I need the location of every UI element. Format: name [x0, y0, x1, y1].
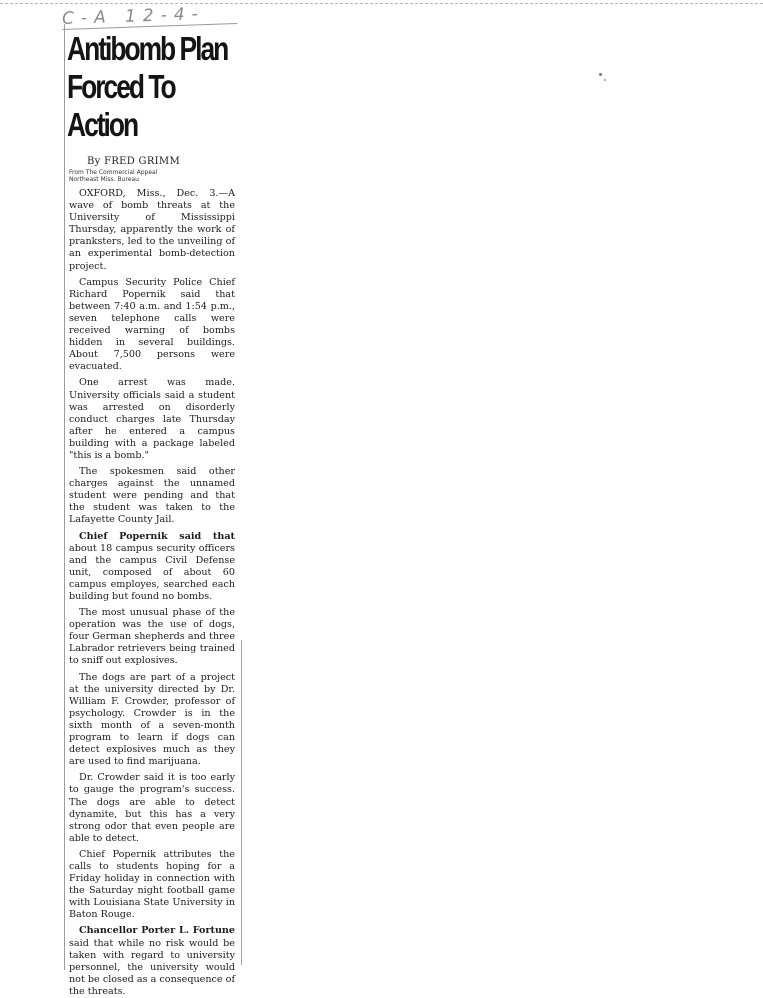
bureau-line-2: Northeast Miss. Bureau: [69, 176, 139, 183]
handwritten-annotation: C-A 12-4-: [62, 3, 238, 30]
scan-speck: [599, 73, 602, 76]
scan-speck: [604, 79, 606, 81]
paragraph-lead-in: Chancellor Porter L. Fortune: [79, 925, 235, 937]
paragraph: The spokesmen said other charges against the unnamed student were pending and that the student was taken to the Lafayette County Jail.: [69, 466, 235, 526]
paragraph: Dr. Crowder said it is too early to gauge the program's success. The dogs are able to detect dynamite, but this has a very strong odor that even people are able to detect.: [69, 772, 235, 844]
scan-top-edge: [0, 3, 763, 4]
clipping-cut-edge: [241, 640, 242, 965]
bureau-credit: [69, 169, 209, 183]
article-body: [69, 188, 235, 998]
newspaper-clipping: [64, 24, 241, 997]
headline: [67, 30, 243, 144]
paragraph: Campus Security Police Chief Richard Popernik said that between 7:40 a.m. and 1:54 p.m., seven telephone calls were received warning of bombs hidden in several buildings. About 7,500 persons were evacuated.: [69, 276, 235, 373]
paragraph: Chancellor Porter L. Fortune said that while no risk would be taken with regard to university personnel, the university would not be closed as a consequence of the threats.: [69, 925, 235, 997]
paragraph: Chief Popernik attributes the calls to students hoping for a Friday holiday in connection with the Saturday night football game with Louisiana State University in Baton Rouge.: [69, 848, 235, 921]
paragraph: The most unusual phase of the operation was the use of dogs, four German shepherds and three Labrador retrievers being trained to sniff out explosives.: [69, 607, 235, 667]
bureau-line-1: From The Commercial Appeal: [69, 169, 158, 176]
paragraph-lead-in: Chief Popernik said that: [79, 530, 235, 542]
headline-line-1: Antibomb Plan: [67, 30, 228, 67]
headline-line-2: Forced To Action: [67, 68, 175, 143]
paragraph: OXFORD, Miss., Dec. 3.—A wave of bomb threats at the University of Mississippi Thursday, apparently the work of pranksters, led to the unveiling of an experimental bomb-detection project.: [69, 188, 235, 272]
paragraph: The dogs are part of a project at the university directed by Dr. William F. Crowder, professor of psychology. Crowder is in the sixth month of a seven-month program to learn if dogs can detect explosives much as they are used to find marijuana.: [69, 671, 235, 768]
paragraph: Chief Popernik said that about 18 campus security officers and the campus Civil Defense unit, composed of about 60 campus employes, searched each building but found no bombs.: [69, 530, 235, 602]
paragraph: One arrest was made. University officials said a student was arrested on disorderly conduct charges late Thursday after he entered a campus building with a package labeled "this is a bomb.": [69, 377, 235, 461]
byline: By FRED GRIMM: [87, 156, 180, 167]
